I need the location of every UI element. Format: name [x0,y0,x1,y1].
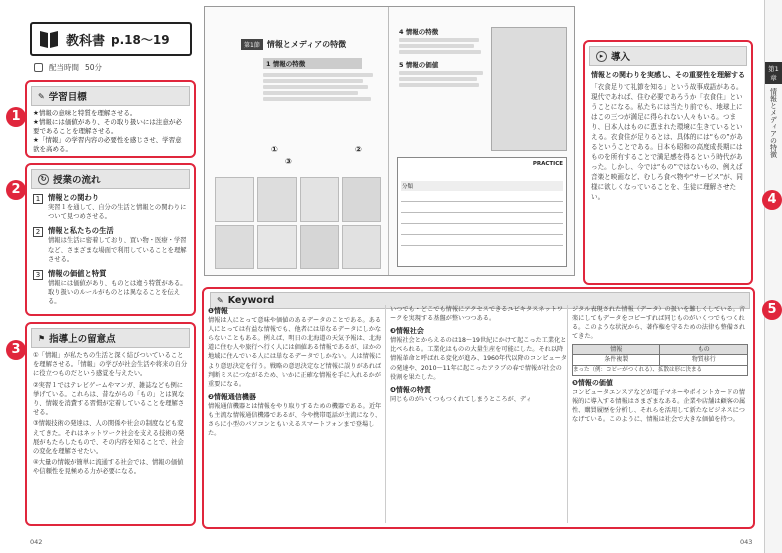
spread-chapter: 第1節 [241,39,263,50]
page-number-left: 042 [30,538,43,546]
keyword-divider [385,305,386,523]
keyword-term: ❺情報の価値 [572,378,613,387]
flow-step [33,193,188,221]
objective-item: ★情報には価値があり、その取り扱いには注意が必要であることを理解させる。 [33,118,182,135]
spread-label-1: ① [271,145,278,154]
spread-left-page [205,7,389,275]
textbook-header [30,22,192,56]
keyword-table-note: まった（例：コピーがつくれる）、拡散は形に決まる [573,365,748,375]
keyword-table-cell: 条件複製 [573,355,660,365]
practice-label: PRACTICE [532,161,563,167]
sidebar-chapter-title: 情報とメディアの特徴 [769,88,778,158]
keyword-text: 同じものがいくつもつくれてしまうところが、ディ [390,395,532,403]
note-item: ④大量の情報が簡単に流通する社会では、情報の価値や信頼性を見極める力が必要になる。 [33,459,184,476]
keyword-term: ❶情報 [208,307,228,315]
intro-title: 導入 [611,52,631,63]
note-item: ②実習１ではテレビゲームやマンガ、雑誌なども例に挙げている。これらは、昔ながらの「もの」とは異なり、情報を消費する習慣が定着していることを理解させる。 [33,381,185,417]
spread-right-section: 5 情報の価値 [399,61,439,69]
sidebar-chapter: 第1章 [765,62,782,84]
intro-lead: 情報との関わりを実感し、その重要性を理解する [591,71,745,79]
pencil-icon: ✎ [38,91,45,101]
spread-right-section: 4 情報の特徴 [399,28,439,36]
keyword-text: ジタル表現された情報（データ）の扱いを難しくしている。音楽にしてもデータをコピーすれば同じものがいくつでもつくれる。このような状況から、著作権を守るための法律も整備されてきた。 [572,306,746,341]
spread-illustrations [215,177,381,269]
intro-icon: ▸ [596,51,607,62]
keyword-text: 情報は人にとって意味や価値のあるデータのことである。ある人にとっては有益な情報でも、他者には単なるデータにしかならないこともある。例えば、明日の北海道の天気予報は、北海道に住む人や旅行へ行く人には価値ある情報であるが、ほかの地域に住んでいる人には単なるデータでしかない。人は情報により意思決定を行う。戦略の意思決定など情報に誤りがあれば判断ミスにつながるため、いかに正確な情報を手に入れるかが重要になる。 [208,317,382,388]
textbook-label: 教科書 [66,33,106,49]
flow-step-desc: 情報には価値があり、ものとは違う特質がある。取り扱いのルールがものとは異なることを伝える。 [48,280,187,306]
objectives-title: 学習目標 [48,92,87,103]
flow-step-title: 情報との関わり [48,193,100,202]
note-item: ③情報技術の発達は、人の関係や社会の制度なども変えてきた。それはネットワーク社会を支える技術の発展がもたらしたもので、その内容を知ることで、社会の変化を理解させたい。 [33,420,185,456]
keyword-table-header: 情報 [573,345,660,355]
flow-step-desc: 情報は生活に密着しており、買い物・医療・学習など、さまざまな場面で利用していることを理解させる。 [48,237,187,263]
note-item: ①「情報」が私たちの生活と深く結びついていることを理解させる。「情報」の学びが社会生活や将来の自分に役立つものだという感覚を与えたい。 [33,352,188,378]
keyword-col-3 [572,305,748,424]
notes-box [25,322,196,526]
textbook-spread [204,6,575,276]
time-value: 50分 [85,63,103,72]
practice-table-header: 分類 [401,181,563,191]
callout-5: 5 [762,300,782,320]
keyword-term: ❷情報通信機器 [208,392,256,401]
objectives-box [25,80,196,158]
flow-step-title: 情報と私たちの生活 [48,226,114,236]
keyword-text: コンピュータエンスアなどが電子マネーやポイントカードの情報的に導入する情報はさまざまなある。企業や店舗は顧客の属性、購買履歴を分析し、それらを活用して新たなビジネスにつなげている。このように、情報は社会で大きな価値を持つ。 [572,388,746,424]
flow-step-num: 1 [33,194,43,204]
spread-right-page [391,7,575,275]
flow-step-title: 情報の価値と特質 [48,269,107,279]
spread-label-2: ② [355,145,362,154]
flow-icon: ↻ [38,174,49,185]
flow-title: 授業の流れ [53,175,101,186]
clock-icon [34,63,43,72]
callout-4: 4 [762,190,782,210]
keyword-text: 情報社会とからえるのは18～19世紀にかけて起こった工業化と比べられる。工業化はものの大量生産を可能にした。それ以降情報革命と呼ばれる変化が進み、1960年代以降のコンピュータの発達や、2010～11年に起こったアラブの春で情報が社会の役割を果たした。 [390,337,567,381]
keyword-icon: ✎ [217,296,224,305]
book-icon [38,28,60,50]
keyword-title: Keyword [227,295,275,306]
keyword-text: いつでも・どこでも情報にアクセスできるユビキタスネットワークを実現する基盤が整いつつある。 [390,306,564,323]
objective-item: ★情報の意味と特質を理解させる。 [33,109,137,117]
objective-item: ★「情報」の学習内容の必要性を感じさせ、学習意欲を高める。 [33,136,182,153]
keyword-table-cell: 物質移行 [660,355,748,365]
objectives-header [31,86,190,106]
flow-step [33,269,188,307]
notes-title: 指導上の留意点 [49,334,116,345]
flow-box [25,163,196,316]
keyword-table [572,344,748,375]
keyword-col-2 [390,305,568,404]
callout-3: 3 [6,340,26,360]
spread-label-3: ③ [285,157,292,166]
time-allotment [34,62,102,73]
flow-step-desc: 実習１を通して、自分の生活と情報との関わりについて見つめさせる。 [48,204,187,221]
spread-photo [491,27,567,151]
keyword-term: ❹情報の特質 [390,385,431,394]
callout-1: 1 [6,107,26,127]
flag-icon: ⚑ [38,333,46,343]
spread-practice [397,157,567,267]
flow-step-num: 3 [33,270,43,280]
spread-title: 情報とメディアの特徴 [266,40,347,49]
callout-2: 2 [6,180,26,200]
textbook-pages: p.18～19 [111,32,170,47]
flow-step [33,226,188,264]
keyword-table-header: もの [660,345,748,355]
intro-box [583,40,753,285]
flow-header [31,169,190,189]
chapter-sidebar [764,0,782,553]
keyword-term: ❸情報社会 [390,327,424,336]
keyword-col-1 [208,305,386,438]
spread-subtitle: 1 情報の特徴 [263,58,362,69]
page-number-right: 043 [740,538,753,546]
keyword-text: 情報通信機器とは情報をやり取りするための機器である。近年も主流な情報通信機器であるが、今や携帯電話が主流になり、さらに小型のパソコンともいえるスマートフォンまで登場した。 [208,402,382,438]
notes-header [31,328,190,348]
intro-body: 「衣食足りて礼節を知る」という故事成語がある。現代であれば、住む必要であろうか「衣食住」ということになる。私たちには当たり前でも、地球上にはこの三つが満足に得られない人々もいる。つまり、日本人はものに恵まれた環境に生きているといえる。衣食住が足りるとは、具体的には“もの”があるということである。日本も昭和の高度成長期にはものを所有することで満足感を得るという時代があった。しかし、今では“もの”ではないもの、例えば音楽と映画など、むしろ食べ物や“サービス”が、同様に欲しくなっていることを、生徒に理解させたい。 [591,83,743,201]
time-label: 配当時間 [49,63,79,72]
keyword-divider [567,305,568,523]
intro-header [589,46,747,66]
flow-step-num: 2 [33,227,43,237]
